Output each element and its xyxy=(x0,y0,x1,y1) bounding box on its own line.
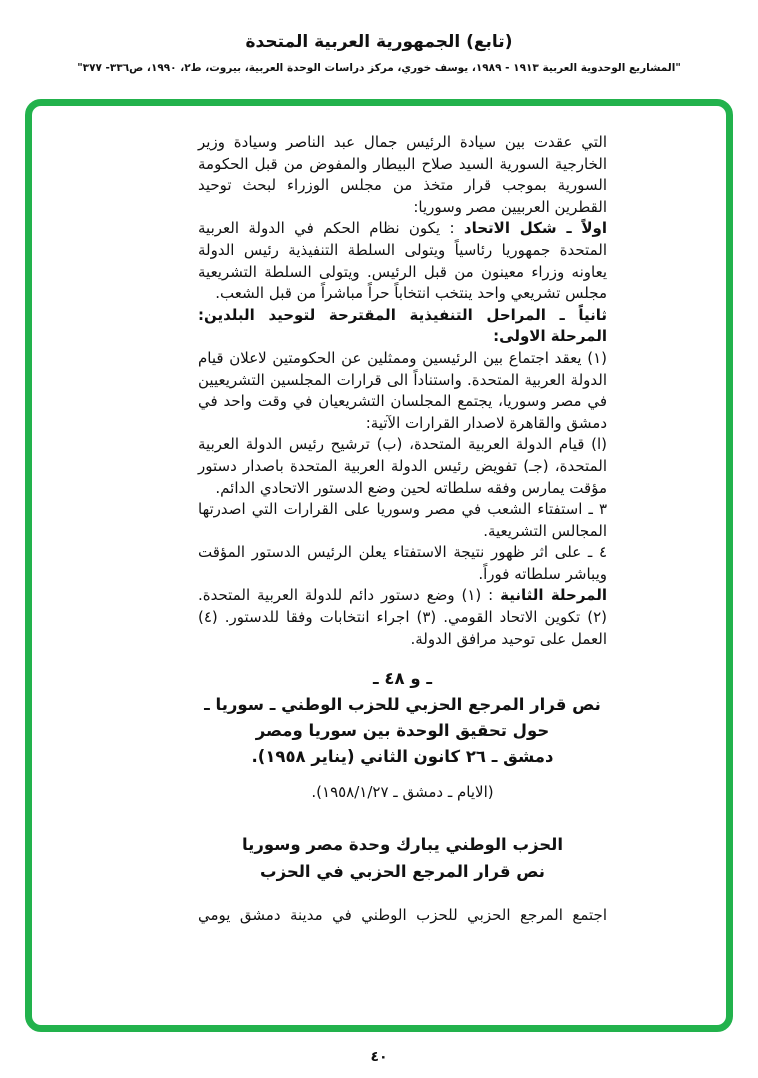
subtitle-line-2: نص قرار المرجع الحزبي في الحزب xyxy=(260,862,545,882)
citation-line: "المشاريع الوحدوية العربية ١٩١٣ - ١٩٨٩، يوسف خوري، مركز دراسات الوحدة العربية، بيروت، ط٢، ١٩٩٠، ص٣٣٦- ٣٧٧" xyxy=(77,62,681,74)
page-number: ٤٠ xyxy=(370,1049,388,1065)
paragraph-text: (١) يعقد اجتماع بين الرئيسين وممثلين عن الحكومتين لاعلان قيام الدولة العربية المتحدة. واستناداً الى قرارات المجلسين التشريعيين في مصر وسوريا، يجتمع المجلسان التشريعيان في وقت واحد في دمشق والقاهرة لاصدار القرارات الآتية: xyxy=(198,348,607,432)
source-reference-line: (الايام ـ دمشق ـ ١٩٥٨/١/٢٧). xyxy=(311,783,494,802)
section-title-line-3: دمشق ـ ٢٦ كانون الثاني (يناير ١٩٥٨). xyxy=(251,747,554,767)
section-number: ـ و ٤٨ ـ xyxy=(373,669,432,689)
paragraph-item-3 xyxy=(198,499,607,542)
paragraph-text: ٣ ـ استفتاء الشعب في مصر وسوريا على القرارات التي اصدرتها المجالس التشريعية. xyxy=(198,500,607,540)
document-content xyxy=(32,106,726,926)
paragraph-phase-two xyxy=(198,585,607,650)
paragraph-text: : (١) وضع دستور دائم للدولة العربية المتحدة. (٢) تكوين الاتحاد القومي. (٣) اجراء انتخابات وفقا للدستور. (٤) العمل على توحيد مرافق الدولة. xyxy=(198,586,607,648)
paragraph-text: : يكون نظام الحكم في الدولة العربية المتحدة جمهوريا رئاسياً ويتولى السلطة التنفيذية رئيس الدولة يعاونه وزراء معينون من قبل الرئيس. ويتولى السلطة التشريعية مجلس تشريعي واحد ينتخب انتخاباً حراً مباشراً من قبل الشعب. xyxy=(198,219,607,303)
paragraph-bold-lead: المرحلة الثانية xyxy=(500,586,608,605)
paragraph-bold-lead: اولاً ـ شكل الاتحاد xyxy=(463,219,608,238)
paragraph-item-4 xyxy=(198,542,607,585)
paragraph-intro xyxy=(198,132,607,218)
paragraph-text: ٤ ـ على اثر ظهور نتيجة الاستفتاء يعلن الرئيس الدستور المؤقت ويباشر سلطاته فوراً. xyxy=(198,543,607,583)
subtitle-block xyxy=(198,831,607,885)
section-opening-line: اجتمع المرجع الحزبي للحزب الوطني في مدينة دمشق يومي xyxy=(198,906,607,925)
paragraph-bold-lead: ثانياً ـ المراحل التنفيذية المقترحة لتوحيد البلدين: المرحلة الاولى: xyxy=(198,305,607,346)
paragraph-item-abc xyxy=(198,434,607,499)
page-title: (تابع) الجمهورية العربية المتحدة xyxy=(245,32,513,52)
paragraph-text: (ا) قيام الدولة العربية المتحدة، (ب) ترشيح رئيس الدولة العربية المتحدة، (جـ) تفويض رئيس الدولة العربية المتحدة باصدار دستور مؤقت يمارس وفقه سلطاته لحين وضع الدستور الاتحادي الدائم. xyxy=(198,435,607,497)
paragraph-second-clause xyxy=(198,305,607,348)
section-title-line-2: حول تحقيق الوحدة بين سوريا ومصر xyxy=(255,721,550,741)
subtitle-line-1: الحزب الوطني يبارك وحدة مصر وسوريا xyxy=(241,835,564,855)
section-title-line-1: نص قرار المرجع الحزبي للحزب الوطني ـ سوريا ـ xyxy=(204,695,601,715)
section-heading-block xyxy=(198,666,607,770)
document-border-box xyxy=(25,99,733,1032)
paragraph-item-1 xyxy=(198,348,607,434)
paragraph-first-clause xyxy=(198,218,607,304)
paragraph-text: التي عقدت بين سيادة الرئيس جمال عبد الناصر وسيادة وزير الخارجية السورية السيد صلاح البيطار والمفوض من قبل الحكومة السورية بموجب قرار متخذ من مجلس الوزراء لبحث توحيد القطرين العربيين مصر وسوريا: xyxy=(198,133,607,216)
